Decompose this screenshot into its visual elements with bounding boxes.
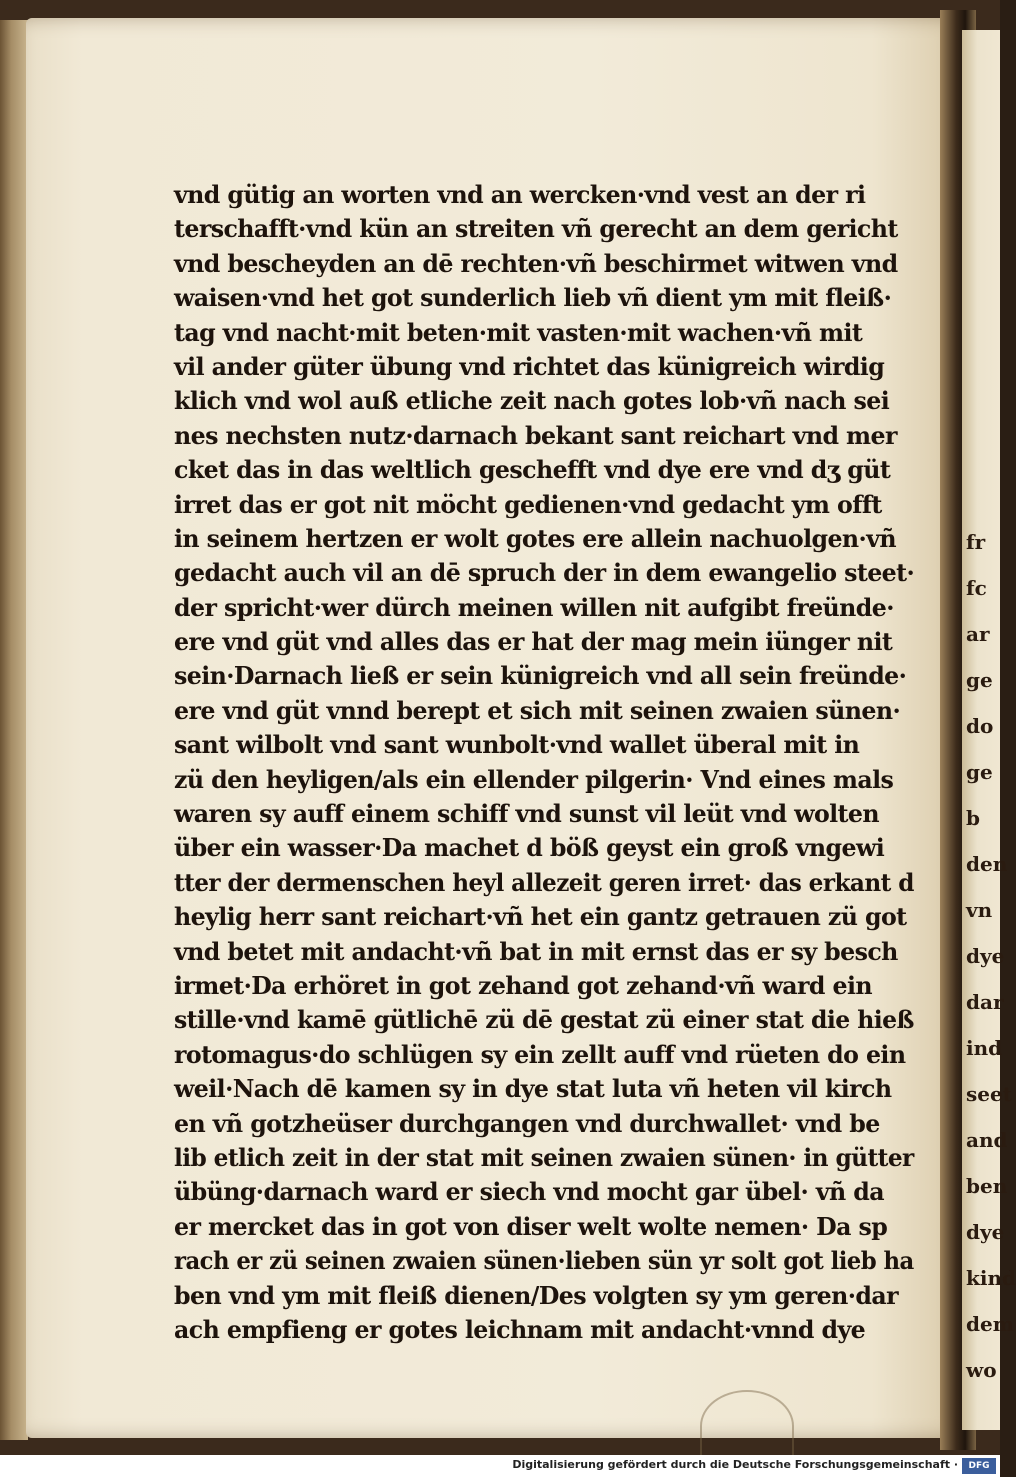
- next-page-text-fragment: do: [966, 714, 994, 738]
- next-page-text-fragment: wo: [966, 1358, 997, 1382]
- next-page-text-fragment: ind: [966, 1036, 1003, 1060]
- text-line: rach er zü seinen zwaien sünen·lieben sün yr solt got lieb ha: [174, 1246, 914, 1276]
- text-line: cket das in das weltlich geschefft vnd dye ere vnd dʒ güt: [174, 455, 891, 485]
- text-line: heylig herr sant reichart·vñ het ein gantz getrauen zü got: [174, 902, 907, 932]
- text-line: terschafft·vnd kün an streiten vñ gerecht an dem gericht: [174, 214, 898, 244]
- next-page-text-fragment: vn: [966, 898, 993, 922]
- next-page-text-fragment: dar: [966, 990, 1004, 1014]
- text-line: irmet·Da erhöret in got zehand got zehand·vñ ward ein: [174, 970, 873, 1000]
- next-page-text-fragment: ge: [966, 760, 993, 784]
- next-page-text-fragment: kind: [966, 1266, 1016, 1290]
- dfg-logo: DFG: [962, 1458, 996, 1474]
- left-page: [26, 18, 966, 1438]
- text-line: übüng·darnach ward er siech vnd mocht gar übel· vñ da: [174, 1177, 885, 1207]
- text-line: stille·vnd kamē gütlichē zü dē gestat zü einer stat die hieß: [174, 1005, 914, 1035]
- blackletter-text-block: [174, 178, 924, 1347]
- digitization-footer: [0, 1455, 1000, 1477]
- text-line: waren sy auff einem schiff vnd sunst vil leüt vnd wolten: [174, 799, 880, 829]
- text-line: waisen·vnd het got sunderlich lieb vñ dient ym mit fleiß·: [174, 283, 892, 313]
- text-line: über ein wasser·Da machet d böß geyst ein groß vngewi: [174, 833, 885, 863]
- next-page-text-fragment: ar: [966, 622, 990, 646]
- text-line: sant wilbolt vnd sant wunbolt·vnd wallet überal mit in: [174, 730, 860, 760]
- text-line: gedacht auch vil an dē spruch der in dem ewangelio steet·: [174, 558, 915, 588]
- next-page-text-fragment: and: [966, 1128, 1008, 1152]
- next-page-text-fragment: dye: [966, 944, 1005, 968]
- text-line: der spricht·wer dürch meinen willen nit aufgibt freünde·: [174, 592, 894, 622]
- text-line: nes nechsten nutz·darnach bekant sant reichart vnd mer: [174, 420, 897, 450]
- text-line: zü den heyligen/als ein ellender pilgerin· Vnd eines mals: [174, 764, 894, 794]
- text-line: rotomagus·do schlügen sy ein zellt auff vnd rüeten do ein: [174, 1039, 906, 1069]
- text-line: ben vnd ym mit fleiß dienen/Des volgten sy ym geren·dar: [174, 1280, 898, 1310]
- next-page-text-fragment: fc: [966, 576, 987, 600]
- paper-curl-mark: [700, 1390, 794, 1462]
- next-page-text-fragment: b: [966, 806, 980, 830]
- text-line: ere vnd güt vnd alles das er hat der mag mein iünger nit: [174, 627, 893, 657]
- text-line: ere vnd güt vnnd berept et sich mit seinen zwaien sünen·: [174, 695, 901, 725]
- text-line: en vñ gotzheüser durchgangen vnd durchwallet· vnd be: [174, 1108, 880, 1138]
- text-line: vnd gütig an worten vnd an wercken·vnd vest an der ri: [174, 180, 866, 209]
- text-line: tter der dermenschen heyl allezeit geren irret· das erkant d: [174, 867, 914, 897]
- text-line: tag vnd nacht·mit beten·mit vasten·mit wachen·vñ mit: [174, 317, 863, 347]
- funding-credit: Digitalisierung gefördert durch die Deutsche Forschungsgemeinschaft ·: [512, 1458, 958, 1471]
- text-line: weil·Nach dē kamen sy in dye stat luta vñ heten vil kirch: [174, 1074, 892, 1104]
- text-line: vnd bescheyden an dē rechten·vñ beschirmet witwen vnd: [174, 248, 898, 278]
- text-line: klich vnd wol auß etliche zeit nach gotes lob·vñ nach sei: [174, 386, 890, 416]
- text-line: in seinem hertzen er wolt gotes ere allein nachuolgen·vñ: [174, 523, 897, 553]
- next-page-text-fragment: dye: [966, 1220, 1005, 1244]
- text-line: vil ander güter übung vnd richtet das künigreich wirdig: [174, 351, 885, 381]
- next-page-text-fragment: fr: [966, 530, 986, 554]
- next-page-text-fragment: seet: [966, 1082, 1012, 1106]
- left-page-edges: [0, 20, 28, 1440]
- text-line: vnd betet mit andacht·vñ bat in mit ernst das er sy besch: [174, 936, 898, 966]
- text-line: irret das er got nit möcht gedienen·vnd gedacht ym offt: [174, 489, 882, 519]
- text-line: er mercket das in got von diser welt wolte nemen· Da sp: [174, 1211, 888, 1241]
- text-line: lib etlich zeit in der stat mit seinen zwaien sünen· in gütter: [174, 1142, 914, 1172]
- next-page-text-fragment: dem: [966, 1312, 1014, 1336]
- text-line: sein·Darnach ließ er sein künigreich vnd all sein freünde·: [174, 661, 907, 691]
- text-line: ach empfieng er gotes leichnam mit andacht·vnnd dye: [174, 1314, 866, 1344]
- right-page-edge: [962, 30, 1016, 1430]
- next-page-text-fragment: ge: [966, 668, 993, 692]
- next-page-text-fragment: den: [966, 852, 1008, 876]
- next-page-text-fragment: ben: [966, 1174, 1008, 1198]
